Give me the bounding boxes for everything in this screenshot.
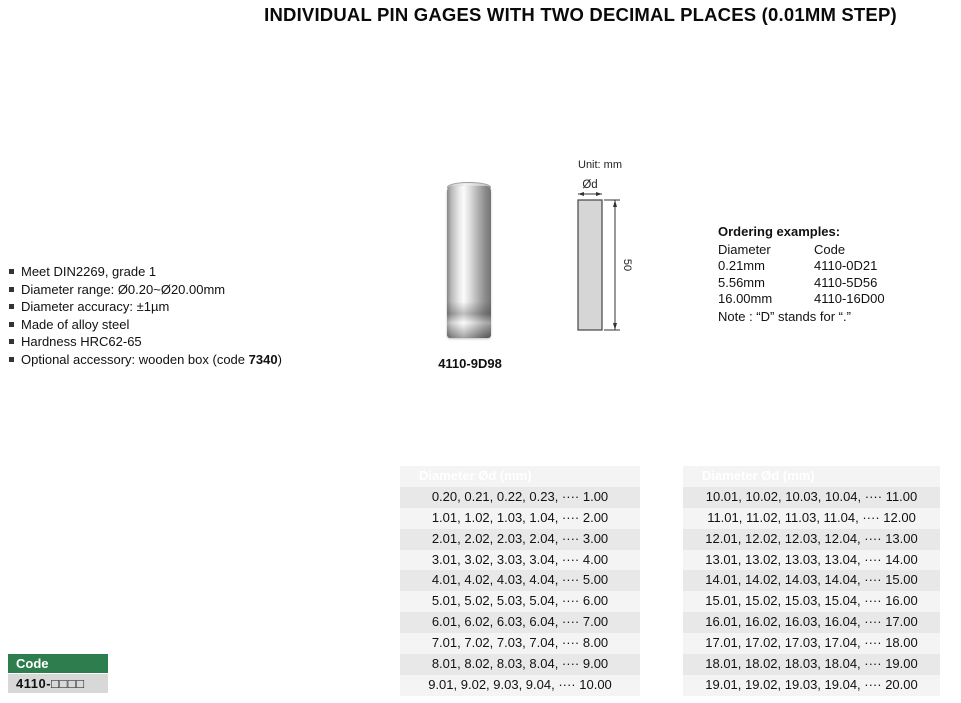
ordering-diameter: 5.56mm [718,274,765,290]
table-row: 10.01, 10.02, 10.03, 10.04, ···· 11.00 [683,487,940,508]
table-header: Diameter Ød (mm) [683,466,940,487]
page-title: INDIVIDUAL PIN GAGES WITH TWO DECIMAL PLACES (0.01MM STEP) [264,4,897,25]
feature-item: Made of alloy steel [8,316,282,334]
table-row: 2.01, 2.02, 2.03, 2.04, ···· 3.00 [400,529,640,550]
table-header: Diameter Ød (mm) [400,466,640,487]
arrowhead-up-icon [613,200,617,207]
ordering-code: 4110-5D56 [814,274,878,290]
feature-text: ) [277,351,282,367]
ordering-col-diameter: Diameter [718,241,771,257]
ordering-diameter: 0.21mm [718,258,765,273]
diameter-table-1 [400,466,640,696]
ordering-code: 4110-16D00 [814,291,885,306]
feature-item [8,351,282,369]
table-row: 13.01, 13.02, 13.03, 13.04, ···· 14.00 [683,550,940,571]
table-row: 5.01, 5.02, 5.03, 5.04, ···· 6.00 [400,591,640,612]
ordering-note: Note : “D” stands for “.” [718,308,851,324]
ordering-row [718,291,885,308]
table-row: 7.01, 7.02, 7.03, 7.04, ···· 8.00 [400,633,640,654]
features-list [8,263,282,368]
arrowhead-right-icon [596,192,602,196]
ordering-examples [718,224,885,325]
pin-model-label: 4110-9D98 [438,356,502,371]
ordering-diameter: 16.00mm [718,291,773,306]
ordering-code: 4110-0D21 [814,258,878,273]
code-value: 4110-□□□□ [8,674,108,693]
diameter-symbol-label: Ød [582,179,598,191]
ordering-title: Ordering examples: [718,224,841,239]
table-row: 6.01, 6.02, 6.03, 6.04, ···· 7.00 [400,612,640,633]
length-dimension-label: 50 [621,258,633,272]
ordering-row [718,275,885,292]
table-row: 16.01, 16.02, 16.03, 16.04, ···· 17.00 [683,612,940,633]
code-block [8,654,108,693]
table-row: 12.01, 12.02, 12.03, 12.04, ···· 13.00 [683,529,940,550]
table-row: 11.01, 11.02, 11.03, 11.04, ···· 12.00 [683,508,940,529]
unit-label: Unit: mm [578,159,622,171]
feature-item: Diameter range: Ø0.20~Ø20.00mm [8,281,282,299]
table-row: 0.20, 0.21, 0.22, 0.23, ···· 1.00 [400,487,640,508]
dimension-drawing [558,152,688,352]
table-row: 4.01, 4.02, 4.03, 4.04, ···· 5.00 [400,570,640,591]
table-row: 15.01, 15.02, 15.03, 15.04, ···· 16.00 [683,591,940,612]
table-row: 18.01, 18.02, 18.03, 18.04, ···· 19.00 [683,654,940,675]
table-row: 8.01, 8.02, 8.03, 8.04, ···· 9.00 [400,654,640,675]
table-row: 9.01, 9.02, 9.03, 9.04, ···· 10.00 [400,675,640,696]
code-header: Code [8,654,108,673]
feature-item: Hardness HRC62-65 [8,333,282,351]
feature-item: Meet DIN2269, grade 1 [8,263,282,281]
arrowhead-down-icon [613,323,617,330]
table-row: 14.01, 14.02, 14.03, 14.04, ···· 15.00 [683,570,940,591]
table-row: 19.01, 19.02, 19.03, 19.04, ···· 20.00 [683,675,940,696]
feature-code-bold: 7340 [248,351,278,367]
arrowhead-left-icon [578,192,584,196]
ordering-row [718,258,885,275]
feature-item: Diameter accuracy: ±1µm [8,298,282,316]
gage-outline-rect [578,200,602,330]
feature-text: Optional accessory: wooden box (code [21,351,249,367]
pin-gage-image [447,186,491,338]
table-row: 3.01, 3.02, 3.03, 3.04, ···· 4.00 [400,550,640,571]
table-row: 17.01, 17.02, 17.03, 17.04, ···· 18.00 [683,633,940,654]
ordering-col-code: Code [814,241,846,257]
diameter-table-2 [683,466,940,696]
table-row: 1.01, 1.02, 1.03, 1.04, ···· 2.00 [400,508,640,529]
ordering-header-row [718,242,885,259]
